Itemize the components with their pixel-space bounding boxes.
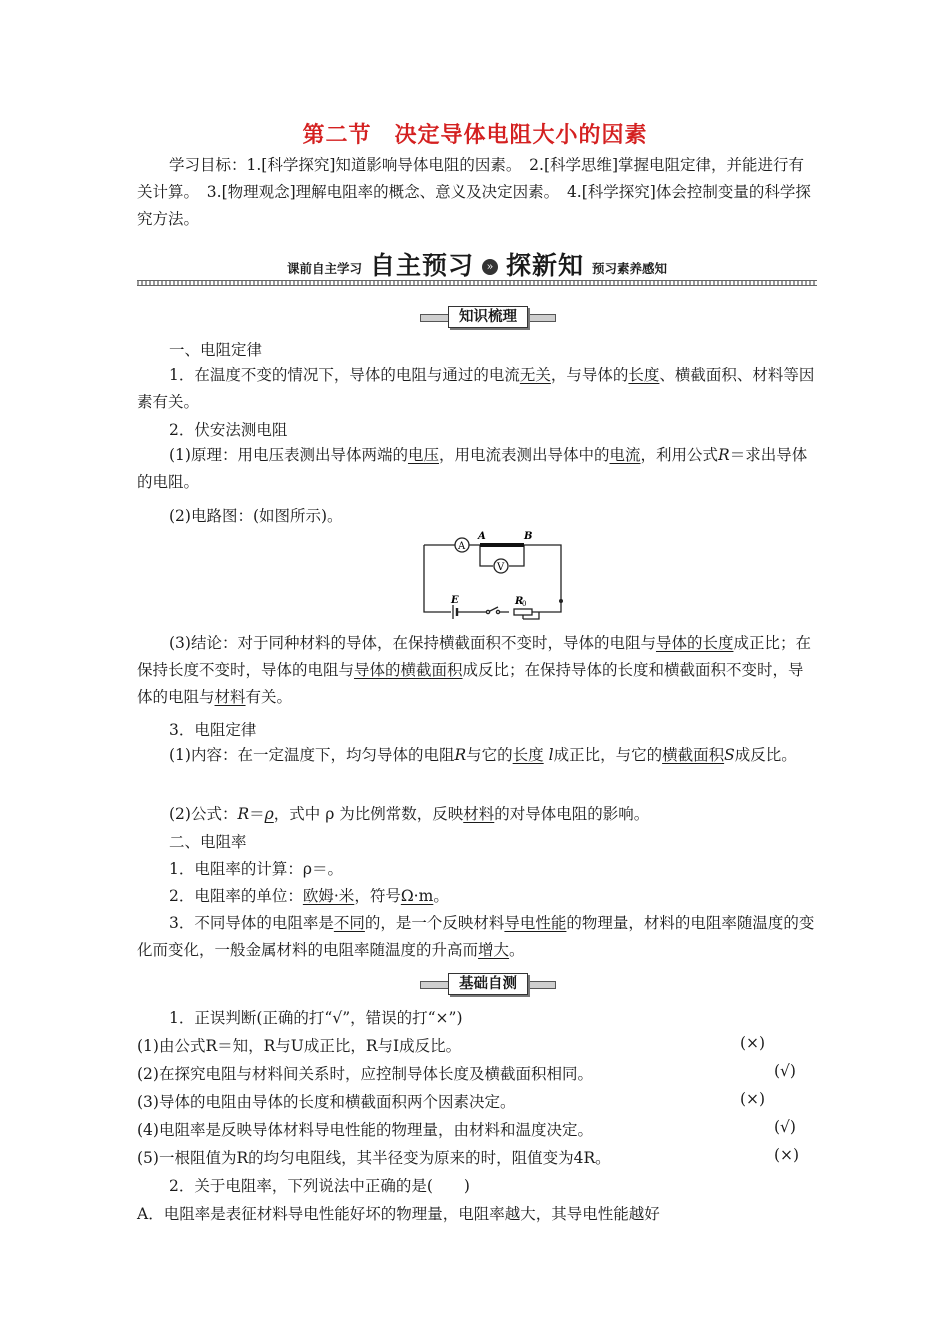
ammeter-icon: A: [458, 541, 466, 552]
section-label-text: 基础自测: [448, 973, 528, 995]
voltmeter-icon: V: [497, 562, 505, 573]
battery-label: E: [451, 595, 459, 606]
banner-divider: [137, 280, 817, 286]
learning-objectives: [137, 152, 817, 233]
rheostat-subscript: 0: [522, 600, 527, 608]
paragraph-resistivity-unit: 2．电阻率的单位：欧姆·米，符号Ω·m。: [169, 887, 449, 905]
option-a: A．电阻率是表征材料导电性能好坏的物理量，电阻率越大，其导电性能越好: [137, 1205, 660, 1223]
question-2: 2．关于电阻率，下列说法中正确的是( ): [169, 1177, 470, 1195]
paragraph-principle: (1)原理：用电压表测出导体两端的电压，用电流表测出导体中的电流，利用公式R＝求出导体的电阻。: [137, 446, 808, 491]
judgment-3: (3)导体的电阻由导体的长度和横截面积两个因素决定。: [137, 1093, 516, 1111]
banner-arrow-icon: »: [482, 259, 498, 275]
banner-main-b: 探新知: [506, 251, 585, 280]
section-label-text: 知识梳理: [448, 306, 528, 328]
objectives-lead: 学习目标：: [169, 156, 247, 174]
circuit-diagram: [418, 528, 568, 624]
page-title: 第二节 决定导体电阻大小的因素: [302, 123, 648, 148]
heading-resistivity: 二、电阻率: [169, 833, 247, 851]
banner-left-label: 课前自主学习: [286, 261, 362, 276]
judgment-5: (5)一根阻值为R的均匀电阻线，其半径变为原来的时，阻值变为4R。: [137, 1149, 611, 1167]
paragraph-resistivity-calc: 1．电阻率的计算：ρ＝。: [169, 860, 343, 878]
heading-voltammetry: 2．伏安法测电阻: [169, 421, 288, 439]
judgment-2: (2)在探究电阻与材料间关系时，应控制导体长度及横截面积相同。: [137, 1065, 593, 1083]
objective-2: 2.[科学思维]掌握电阻定律，并能进行有关计算。: [137, 156, 805, 201]
point-a-label: A: [478, 531, 486, 542]
paragraph-1: 1．在温度不变的情况下，导体的电阻与通过的电流无关，与导体的长度、横截面积、材料等因素有关。: [137, 366, 815, 411]
paragraph-circuit-caption: (2)电路图：(如图所示)。: [169, 507, 343, 525]
paragraph-formula: (2)公式：R＝ρ，式中 ρ 为比例常数，反映材料的对导体电阻的影响。: [169, 805, 650, 823]
heading-law-content: 3．电阻定律: [169, 721, 257, 739]
judgment-4: (4)电阻率是反映导体材料导电性能的物理量，由材料和温度决定。: [137, 1121, 593, 1139]
objective-3: 3.[物理观念]理解电阻率的概念、意义及决定因素。: [206, 183, 552, 201]
banner-right-label: 预习素养感知: [592, 261, 668, 276]
section-label-knowledge: [420, 306, 556, 330]
judgment-1-mark: (×): [740, 1034, 766, 1052]
judgment-2-mark: (√): [774, 1062, 796, 1080]
point-b-label: B: [524, 531, 533, 542]
heading-resistance-law: 一、电阻定律: [169, 341, 263, 359]
judgment-1: (1)由公式R＝知，R与U成正比，R与I成反比。: [137, 1037, 462, 1055]
objective-1: 1.[科学探究]知道影响导体电阻的因素。: [246, 156, 514, 174]
question-1: 1．正误判断(正确的打“√”，错误的打“×”): [169, 1009, 463, 1027]
paragraph-conclusion: (3)结论：对于同种材料的导体，在保持横截面积不变时，导体的电阻与导体的长度成正比；在保持长度不变时，导体的电阻与导体的横截面积成反比；在保持导体的长度和横截面积不变时，导体的电阻与材料有关。: [137, 634, 811, 706]
paragraph-law-content: (1)内容：在一定温度下，均匀导体的电阻R与它的长度 l成正比，与它的横截面积S成反比。: [169, 746, 797, 764]
paragraph-resistivity-desc: 3．不同导体的电阻率是不同的，是一个反映材料导电性能的物理量，材料的电阻率随温度的变化而变化，一般金属材料的电阻率随温度的升高而增大。: [137, 914, 815, 959]
judgment-4-mark: (√): [774, 1118, 796, 1136]
banner-main-a: 自主预习: [369, 251, 474, 280]
objective-4: 4.[科学探究]体会控制变量的科学探究方法。: [137, 183, 811, 228]
section-banner: [137, 250, 817, 286]
section-label-self-test: [420, 973, 556, 997]
judgment-3-mark: (×): [740, 1090, 766, 1108]
judgment-5-mark: (×): [774, 1146, 800, 1164]
rheostat-label: R: [515, 596, 524, 607]
